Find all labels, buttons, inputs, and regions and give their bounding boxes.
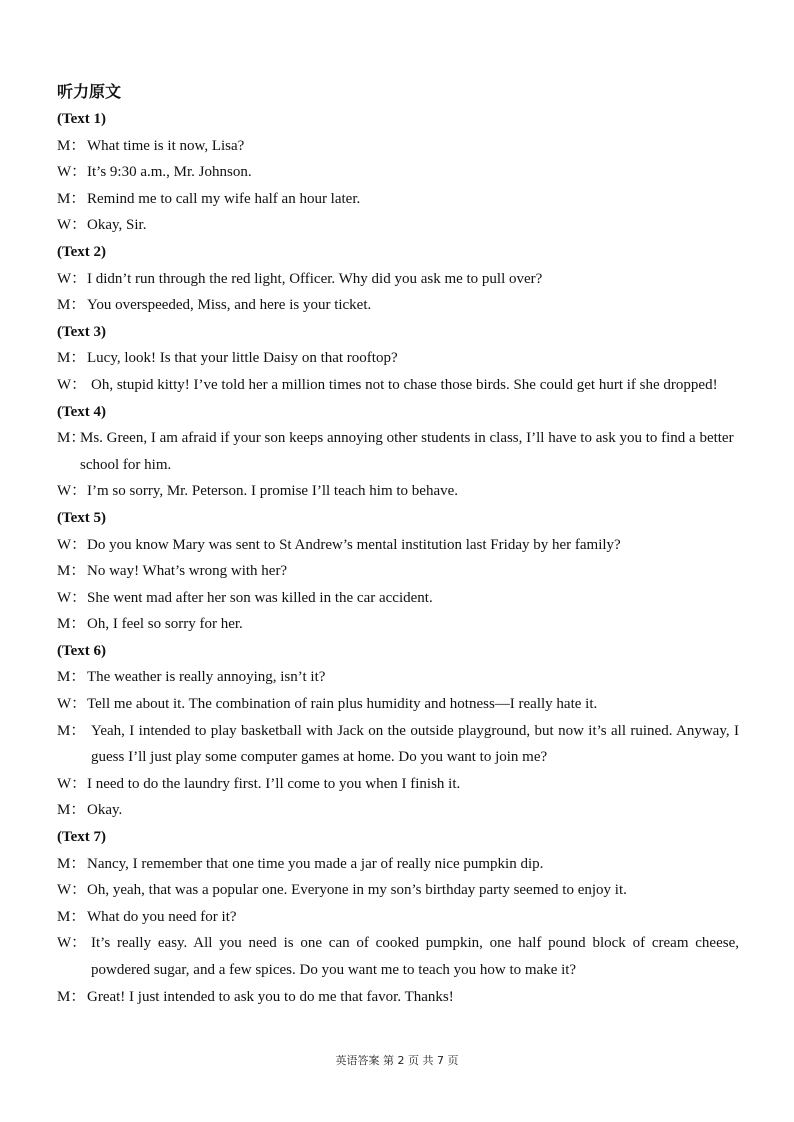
dialogue-line	[57, 851, 739, 878]
dialogue-text: You overspeeded, Miss, and here is your ticket.	[87, 297, 372, 314]
speaker-label: W：	[57, 935, 87, 952]
section-heading: (Text 6)	[57, 642, 107, 659]
dialogue-line	[57, 585, 739, 612]
section-heading: (Text 2)	[57, 243, 107, 260]
dialogue-line	[57, 611, 739, 638]
section-heading: (Text 4)	[57, 403, 107, 420]
dialogue-text: Ms. Green, I am afraid if your son keeps annoying other students in class, I’ll have to ask you to find a better school for him.	[80, 430, 734, 473]
dialogue-text: The weather is really annoying, isn’t it?	[87, 669, 326, 686]
speaker-label: W：	[57, 536, 87, 553]
speaker-label: W：	[57, 589, 87, 606]
speaker-label: M：	[57, 563, 86, 580]
dialogue-text: What do you need for it?	[87, 908, 237, 925]
dialogue-line	[57, 664, 739, 691]
page-footer: 英语答案 第 2 页 共 7 页	[335, 1054, 459, 1067]
dialogue-line	[57, 266, 739, 293]
speaker-label: W：	[57, 217, 87, 234]
speaker-label: W：	[57, 882, 87, 899]
transcript-page	[57, 79, 739, 1010]
speaker-label: M：	[57, 137, 86, 154]
speaker-label: W：	[57, 775, 87, 792]
dialogue-text: I need to do the laundry first. I’ll come to you when I finish it.	[87, 775, 461, 792]
dialogue-text: Remind me to call my wife half an hour later.	[87, 190, 361, 207]
speaker-label: M：	[57, 669, 86, 686]
dialogue-line	[57, 771, 739, 798]
speaker-label: W：	[57, 376, 87, 393]
speaker-label: M：	[57, 616, 86, 633]
dialogue-text: Nancy, I remember that one time you made a jar of really nice pumpkin dip.	[87, 855, 544, 872]
dialogue-line	[57, 292, 739, 319]
dialogue-line	[57, 532, 739, 559]
dialogue-line	[57, 718, 739, 771]
dialogue-line	[57, 133, 739, 160]
dialogue-text: Yeah, I intended to play basketball with Jack on the outside playground, but now it’s all ruined. Anyway, I guess I’ll just play some computer games at home. Do you want to join me?	[91, 722, 739, 766]
dialogue-text: Lucy, look! Is that your little Daisy on that rooftop?	[87, 350, 398, 367]
section-heading: (Text 1)	[57, 111, 107, 127]
dialogue-text: Oh, yeah, that was a popular one. Everyone in my son’s birthday party seemed to enjoy it.	[87, 882, 627, 899]
dialogue-line	[57, 558, 739, 585]
dialogue-text: Tell me about it. The combination of rain plus humidity and hotness—I really hate it.	[87, 696, 598, 713]
dialogue-text: She went mad after her son was killed in the car accident.	[87, 589, 433, 606]
dialogue-text: No way! What’s wrong with her?	[87, 563, 288, 580]
speaker-label: M：	[57, 988, 86, 1005]
section-heading: (Text 3)	[57, 323, 107, 340]
dialogue-text: What time is it now, Lisa?	[87, 137, 245, 154]
dialogue-line	[57, 345, 739, 372]
section-heading: (Text 5)	[57, 509, 107, 526]
speaker-label: M：	[57, 722, 86, 739]
dialogue-line	[57, 904, 739, 931]
dialogue-text: Oh, stupid kitty! I’ve told her a million times not to chase those birds. She could get hurt if she dropped!	[91, 376, 718, 393]
speaker-label: M：	[57, 908, 86, 925]
speaker-label: M：	[57, 430, 86, 447]
speaker-label: M：	[57, 855, 86, 872]
dialogue-line	[57, 478, 739, 505]
dialogue-text: I didn’t run through the red light, Officer. Why did you ask me to pull over?	[87, 270, 543, 287]
speaker-label: M：	[57, 802, 86, 819]
speaker-label: M：	[57, 297, 86, 314]
dialogue-line	[57, 877, 739, 904]
dialogue-line	[57, 797, 739, 824]
dialogue-line	[57, 691, 739, 718]
dialogue-text: Great! I just intended to ask you to do me that favor. Thanks!	[87, 988, 454, 1005]
dialogue-line	[57, 212, 739, 239]
dialogue-text: Okay, Sir.	[87, 217, 147, 234]
dialogue-line	[57, 984, 739, 1011]
speaker-label: W：	[57, 164, 87, 181]
speaker-label: W：	[57, 483, 87, 500]
dialogue-text: Oh, I feel so sorry for her.	[87, 616, 243, 633]
speaker-label: W：	[57, 696, 87, 713]
dialogue-line	[57, 159, 739, 186]
dialogue-line	[57, 930, 739, 983]
dialogue-text: It’s 9:30 a.m., Mr. Johnson.	[87, 164, 252, 181]
dialogue-text: Do you know Mary was sent to St Andrew’s mental institution last Friday by her family?	[87, 536, 621, 553]
section-heading: (Text 7)	[57, 829, 107, 846]
page-title: 听力原文	[57, 82, 122, 101]
dialogue-line	[57, 372, 739, 399]
dialogue-text: I’m so sorry, Mr. Peterson. I promise I’ll teach him to behave.	[87, 483, 459, 500]
dialogue-text: Okay.	[87, 802, 123, 819]
speaker-label: M：	[57, 190, 86, 207]
speaker-label: W：	[57, 270, 87, 287]
dialogue-line	[57, 425, 739, 478]
dialogue-line	[57, 186, 739, 213]
dialogue-text: It’s really easy. All you need is one can of cooked pumpkin, one half pound block of cream cheese, powdered sugar, and a few spices. Do you want me to teach you how to make it?	[91, 935, 739, 978]
speaker-label: M：	[57, 350, 86, 367]
